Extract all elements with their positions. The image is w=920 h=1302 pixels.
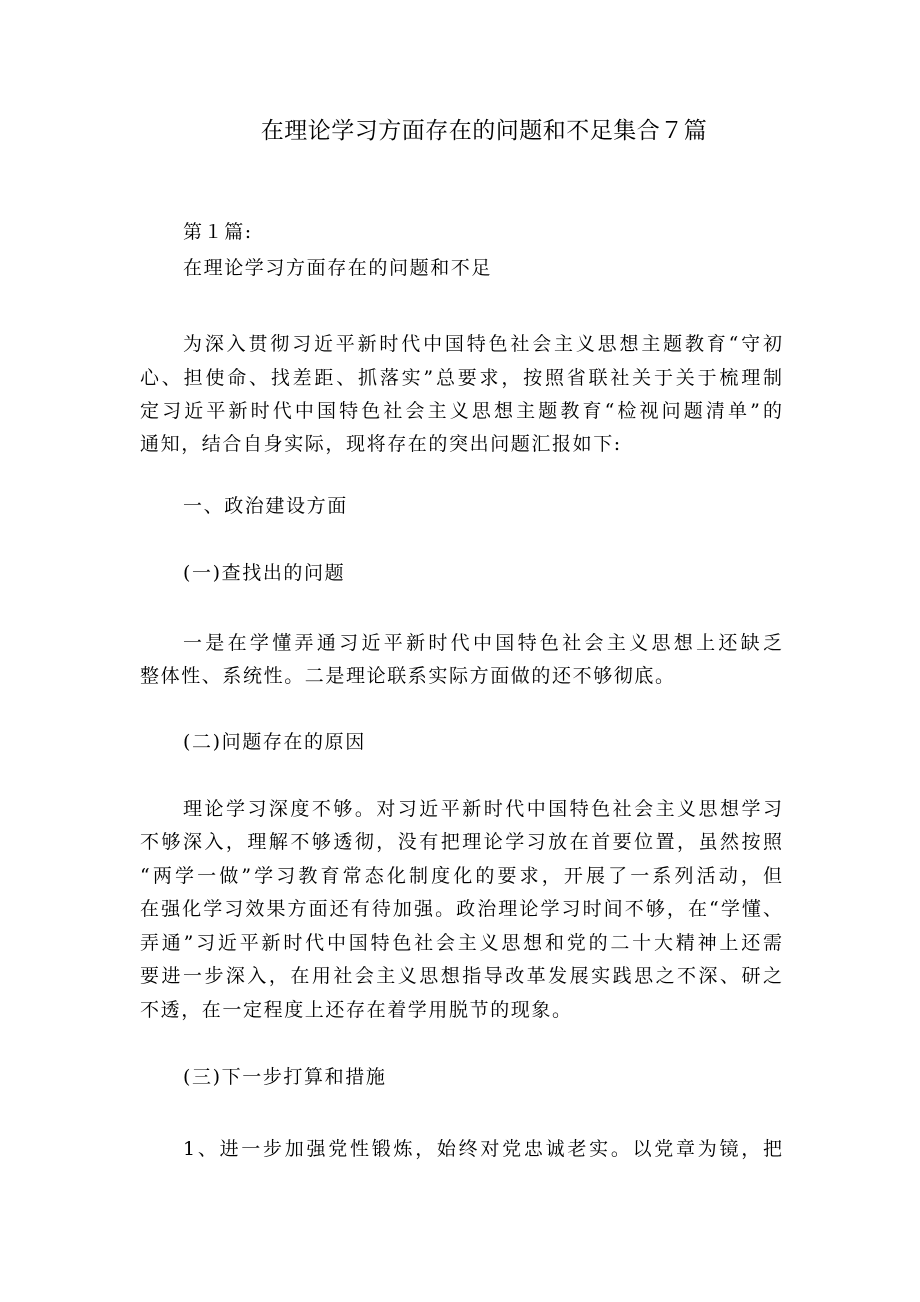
paragraph-line: 不透，在一定程度上还存在着学用脱节的现象。 — [140, 999, 573, 1021]
intro-line: 心、担使命、找差距、抓落实”总要求，按照省联社关于关于梳理制 — [140, 367, 782, 389]
paragraph-line: 要进一步深入，在用社会主义思想指导改革发展实践思之不深、研之 — [140, 965, 782, 987]
paragraph-line: 整体性、系统性。二是理论联系实际方面做的还不够彻底。 — [140, 665, 676, 687]
intro-line: 通知，结合自身实际，现将存在的突出问题汇报如下: — [140, 433, 622, 455]
paragraph-line: 1、进一步加强党性锻炼，始终对党忠诚老实。以党章为镜，把 — [183, 1138, 782, 1160]
paragraph-line: 不够深入，理解不够透彻，没有把理论学习放在首要位置，虽然按照 — [140, 831, 782, 853]
intro-line: 为深入贯彻习近平新时代中国特色社会主义思想主题教育“守初 — [183, 333, 782, 355]
document-title: 在理论学习方面存在的问题和不足集合７篇 — [260, 117, 708, 143]
paragraph-line: 在强化学习效果方面还有待加强。政治理论学习时间不够，在“学懂、 — [140, 898, 782, 920]
subsection-heading: (二)问题存在的原因 — [183, 731, 366, 753]
part-title: 在理论学习方面存在的问题和不足 — [183, 257, 493, 279]
subsection-heading: (三)下一步打算和措施 — [183, 1066, 387, 1088]
section-heading: 一、政治建设方面 — [183, 495, 348, 517]
paragraph-line: 理论学习深度不够。对习近平新时代中国特色社会主义思想学习 — [183, 798, 782, 820]
paragraph-line: 弄通”习近平新时代中国特色社会主义思想和党的二十大精神上还需 — [140, 932, 782, 954]
paragraph-line: “两学一做”学习教育常态化制度化的要求，开展了一系列活动，但 — [140, 865, 782, 887]
intro-line: 定习近平新时代中国特色社会主义思想主题教育“检视问题清单”的 — [140, 400, 782, 422]
paragraph-line: 一是在学懂弄通习近平新时代中国特色社会主义思想上还缺乏 — [183, 632, 782, 654]
subsection-heading: (一)查找出的问题 — [183, 562, 346, 584]
part-label: 第１篇: — [183, 221, 253, 243]
